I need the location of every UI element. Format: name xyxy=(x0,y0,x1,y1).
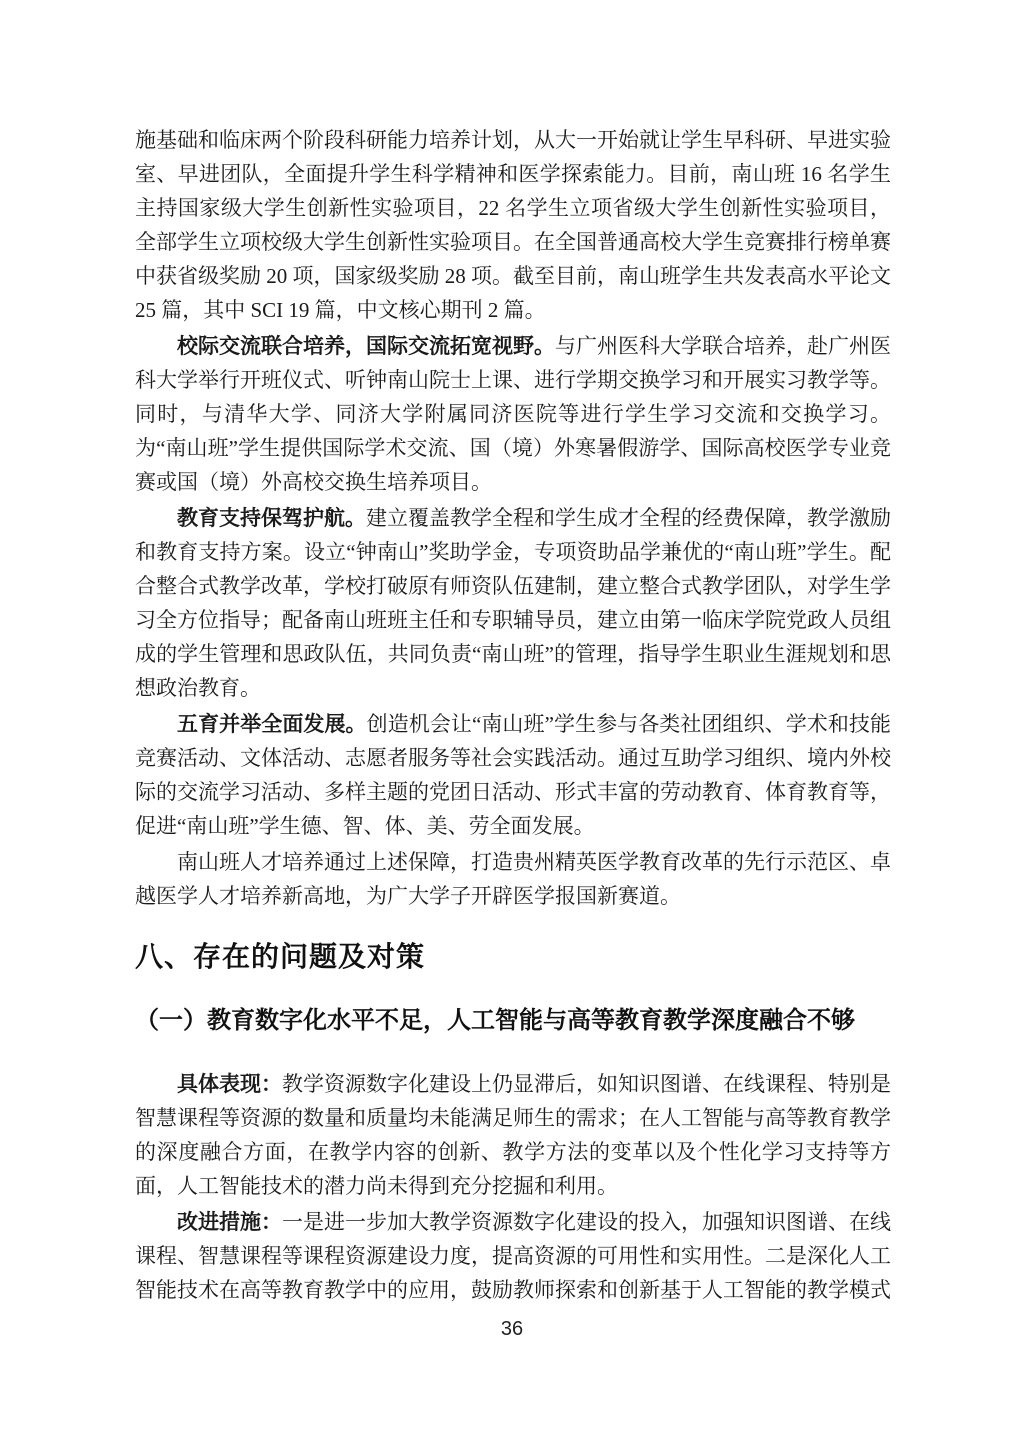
para-interschool-exchange-text: 与广州医科大学联合培养，赴广州医科大学举行开班仪式、听钟南山院士上课、进行学期交换学习和开展实习教学等。同时，与清华大学、同济大学附属同济医院等进行学生学习交流和交换学习。为“南山班”学生提供国际学术交流、国（境）外寒暑假游学、国际高校医学专业竞赛或国（境）外高校交换生培养项目。 xyxy=(135,334,891,494)
document-content xyxy=(135,123,891,1309)
para-five-educations-development xyxy=(135,707,891,843)
para-education-support-lead: 教育支持保驾护航。 xyxy=(177,506,366,530)
para-research-training-achievements-text: 施基础和临床两个阶段科研能力培养计划，从大一开始就让学生早科研、早进实验室、早进团队，全面提升学生科学精神和医学探索能力。目前，南山班 16 名学生主持国家级大学生创新性实验项目，22 名学生立项省级大学生创新性实验项目，全部学生立项校级大学生创新性实验项目。在全国普通高校大学生竞赛排行榜单赛中获省级奖励 20 项，国家级奖励 28 项。截至目前，南山班学生共发表高水平论文 25 篇，其中 SCI 19 篇，中文核心期刊 2 篇。 xyxy=(135,128,891,322)
para-research-training-achievements xyxy=(135,123,891,327)
para-education-support-text: 建立覆盖教学全程和学生成才全程的经费保障，教学激励和教育支持方案。设立“钟南山”奖助学金，专项资助品学兼优的“南山班”学生。配合整合式教学改革，学校打破原有师资队伍建制，建立整合式教学团队，对学生学习全方位指导；配备南山班班主任和专职辅导员，建立由第一临床学院党政人员组成的学生管理和思政队伍，共同负责“南山班”的管理，指导学生职业生涯规划和思想政治教育。 xyxy=(135,506,891,700)
para-improvement-measures-lead: 改进措施： xyxy=(177,1210,282,1234)
subsection-heading-digital-education-insufficient: （一）教育数字化水平不足，人工智能与高等教育教学深度融合不够 xyxy=(135,1007,855,1034)
para-specific-manifestations xyxy=(135,1067,891,1203)
section-heading-problems-and-countermeasures: 八、存在的问题及对策 xyxy=(135,941,426,972)
para-improvement-measures-text: 一是进一步加大教学资源数字化建设的投入，加强知识图谱、在线课程、智慧课程等课程资源建设力度，提高资源的可用性和实用性。二是深化人工智能技术在高等教育教学中的应用，鼓励教师探索和创新基于人工智能的教学模式 xyxy=(135,1210,891,1302)
para-education-support xyxy=(135,501,891,705)
para-improvement-measures xyxy=(135,1205,891,1307)
para-interschool-exchange xyxy=(135,329,891,499)
page-number: 36 xyxy=(500,1318,524,1340)
para-specific-manifestations-lead: 具体表现： xyxy=(177,1072,282,1096)
para-five-educations-development-lead: 五育并举全面发展。 xyxy=(177,712,367,736)
para-specific-manifestations-text: 教学资源数字化建设上仍显滞后，如知识图谱、在线课程、特别是智慧课程等资源的数量和质量均未能满足师生的需求；在人工智能与高等教育教学的深度融合方面，在教学内容的创新、教学方法的变革以及个性化学习支持等方面，人工智能技术的潜力尚未得到充分挖掘和利用。 xyxy=(135,1072,891,1198)
para-nanshan-summary xyxy=(135,845,891,913)
para-nanshan-summary-text: 南山班人才培养通过上述保障，打造贵州精英医学教育改革的先行示范区、卓越医学人才培养新高地，为广大学子开辟医学报国新赛道。 xyxy=(135,850,891,908)
para-interschool-exchange-lead: 校际交流联合培养，国际交流拓宽视野。 xyxy=(177,334,555,358)
para-five-educations-development-text: 创造机会让“南山班”学生参与各类社团组织、学术和技能竞赛活动、文体活动、志愿者服务等社会实践活动。通过互助学习组织、境内外校际的交流学习活动、多样主题的党团日活动、形式丰富的劳动教育、体育教育等，促进“南山班”学生德、智、体、美、劳全面发展。 xyxy=(135,712,891,838)
